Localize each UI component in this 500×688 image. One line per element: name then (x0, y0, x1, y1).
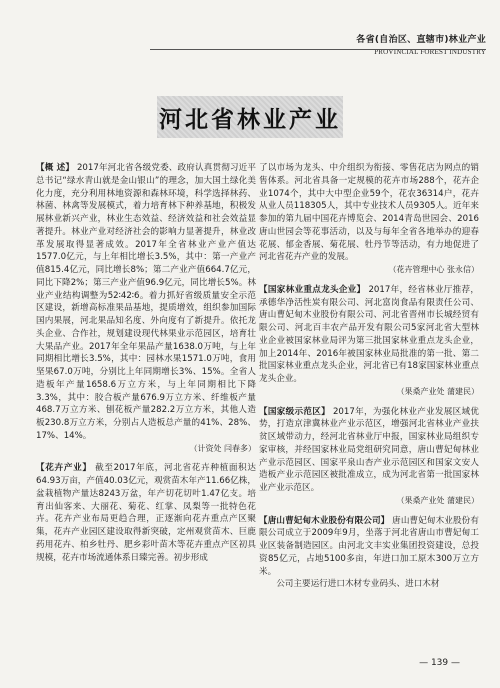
page-number: — 139 — (419, 658, 460, 668)
overview-signature: （计资处 闫春多） (189, 443, 256, 453)
leading-enterprise-label: 【国家林业重点龙头企业】 (259, 284, 366, 295)
demo-zone-signature: （果桑产业处 蒲建民） (396, 495, 479, 505)
left-column (36, 162, 256, 564)
demo-zone-paragraph (259, 406, 479, 495)
flower-label: 【花卉产业】 (36, 463, 92, 474)
leading-enterprise-signature: （果桑产业处 蒲建民） (396, 386, 479, 396)
tangshan-text: 唐山曹妃甸木业股份有限公司成立于2009年9月，坐落于河北省唐山市曹妃甸工业区装备制造园区。由河北文丰实业集团投资建设，总投资85亿元，占地5100多亩，年进口加工原木300万立方米。 (259, 515, 479, 577)
demo-zone-label: 【国家级示范区】 (259, 406, 330, 417)
overview-text: 2017年河北省各级党委、政府认真贯彻习近平总书记“绿水青山就是金山银山”的理念，加大国土绿化美化力度，充分利用林地资源和森林环境，科学选择林药、林菌、林禽等发展模式，着力培育林下种养基地，积极发展林业新兴产业，林业生态效益、经济效益和社会效益显著提升。林业产业对经济社会的影响力显著提升，林业改革发展取得显著成效。2017年全省林业产业产值达1577.0亿元，与上年相比增长3.5%，其中：第一产业产值815.4亿元，同比增长8%；第二产业产值664.7亿元，同比下降2%；第三产业产值96.9亿元，同比增长5%。林业产业结构调整为52∶42∶6。着力抓好省级质量安全示范区建设，新增高标准果品基地，提质增效，组织参加国际国内果展，河北果品知名度、外向度有了新提升。依托龙头企业、合作社，规划建设现代林果业示范园区，培育壮大果品产业。2017年全年果品产量1638.0万吨，与上年同期相比增长3.5%，其中：园林水果1571.0万吨，食用坚果67.0万吨，分别比上年同期增长3%、15%。全省人造板年产量1658.6万立方米，与上年同期相比下降3.3%，其中：胶合板产量676.9万立方米、纤维板产量468.7万立方米、刨花板产量282.2万立方米，其他人造板230.8万立方米，分别占人造板总产量的41%、28%、17%、14%。 (36, 163, 256, 441)
flower-signature: （花卉管理中心 张永信） (388, 265, 479, 274)
flower-continued: 了以市场为龙头、中介组织为衔接、零售花店为网点的销售体系。河北省具备一定规模的花卉市场288个，花卉企业1074个，其中大中型企业59个，花农36314户，花卉从业人员118305人，其中专业技术人员9305人。近年来参加的第九届中国花卉博览会、2014青岛世园会、2016唐山世园会等花事活动，以及与每年全省各地举办的迎春花展、郁金香展、菊花展、牡丹节等活动，有力地促进了河北省花卉产业的发展。 (259, 163, 479, 263)
header-divider (150, 49, 486, 50)
leading-enterprise-text: 2017年，经省林业厅推荐，承德华净活性炭有限公司、河北富岗食品有限责任公司、唐山曹妃甸木业股份有限公司、河北省晋州市长城经贸有限公司、河北百丰农产品开发有限公司5家河北省大型林业企业被国家林业局评为第三批国家林业重点龙头企业，加上2014年、2016年被国家林业局批准的第一批、第二批国家林业重点龙头企业，河北省已有18家国家林业重点龙头企业。 (259, 284, 479, 384)
article-title: 河北省林业产业 (159, 106, 341, 133)
right-column (259, 162, 479, 591)
flower-paragraph (36, 462, 256, 564)
header-section-cn: 各省(自治区、直辖市)林业产业 (356, 35, 486, 45)
overview-label: 【概 述】 (36, 163, 75, 173)
article-title-banner (157, 96, 343, 138)
demo-zone-text: 2017年，为强化林业产业发展区域优势，打造京津冀林业产业示范区，增强河北省林业产业扶贫区域带动力，经河北省林业厅申报，国家林业局组织专家审核，并经国家林业局党组研究同意，唐山曹妃甸林业产业示范园区、国家平泉山杏产业示范园区和国家文安人造板产业示范园区被批准成立，成为河北省第一批国家林业产业示范区。 (259, 406, 479, 493)
tangshan-continued: 公司主要运行进口木材专业码头、进口木材 (276, 579, 440, 590)
running-header (356, 32, 486, 56)
tangshan-paragraph (259, 515, 479, 579)
leading-enterprise-paragraph (259, 284, 479, 386)
flower-text: 截至2017年底，河北省花卉种植面积达64.93万亩，产值40.03亿元，观赏苗木年产11.66亿株，盆栽植物产量达8243万盆，年产切花切叶1.47亿支。培育出仙客来、大丽花、菊花、红掌、凤梨等一批特色花卉。花卉产业布局更趋合理，正逐渐向花卉重点产区聚集，花卉产业园区建设取得新突破，定州观赏苗木、巨鹿药用花卉、柏乡牡丹、肥乡彩叶苗木等花卉重点产区初具规模，花卉市场流通体系日臻完善。初步形成 (36, 463, 257, 563)
tangshan-label: 【唐山曹妃甸木业股份有限公司】 (259, 515, 390, 526)
overview-paragraph (36, 162, 256, 443)
header-section-en: PROVINCIAL FOREST INDUSTRY (374, 48, 486, 56)
